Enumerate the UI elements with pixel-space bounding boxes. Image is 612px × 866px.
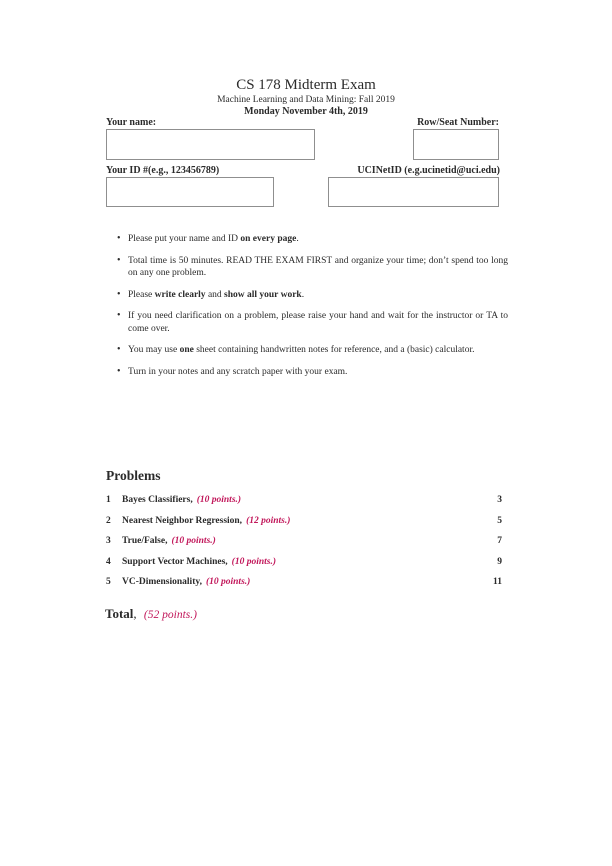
problem-title: Bayes Classifiers, [122,495,193,505]
instruction-text: If you need clarification on a problem, please raise your hand and wait for the instructor or TA to come over. [128,311,508,334]
student-id-label: Your ID #(e.g., 123456789) [106,165,220,176]
total-label: Total [105,606,134,621]
instruction-text: Please write clearly and show all your work. [128,289,305,300]
bullet-icon [117,310,128,335]
instruction-text: You may use one sheet containing handwritten notes for reference, and a (basic) calculator. [128,345,475,355]
student-id-field[interactable] [106,177,274,207]
problem-row [106,557,502,567]
problem-title: Nearest Neighbor Regression, [122,515,243,526]
instruction-text: Total time is 50 minutes. READ THE EXAM FIRST and organize your time; don’t spend too long on any one problem. [128,255,508,278]
exam-title: CS 178 Midterm Exam [236,77,376,93]
exam-header [0,77,612,117]
ucinetid-label: UCINetID (e.g.ucinetid@uci.edu) [357,165,500,176]
instruction-item [117,366,508,379]
instruction-item [117,289,508,302]
instruction-item [117,233,508,246]
problem-title: VC-Dimensionality, [122,577,202,587]
problem-number: 1 [106,495,111,505]
problem-number: 3 [106,536,111,546]
problem-page-number: 11 [493,577,502,587]
total-points: (52 points.) [143,609,197,621]
bullet-icon [117,255,128,280]
bullet-icon [117,344,128,357]
instruction-text: Please put your name and ID on every page. [128,234,299,244]
problem-points: (10 points.) [231,556,276,567]
row-seat-label: Row/Seat Number: [417,117,499,128]
problem-points: (10 points.) [205,577,251,587]
instruction-item [117,344,508,357]
problem-page-number: 3 [497,495,502,505]
bullet-icon [117,289,128,302]
instruction-item [117,310,508,335]
problem-page-number: 5 [497,515,502,526]
problems-heading: Problems [106,468,161,483]
exam-subtitle: Machine Learning and Data Mining: Fall 2019 [217,95,395,105]
name-field[interactable] [106,129,315,160]
problem-row [106,516,502,526]
bullet-icon [117,233,128,246]
problem-number: 5 [106,577,111,587]
problem-points: (12 points.) [246,515,291,526]
ucinetid-field[interactable] [328,177,499,207]
instruction-item [117,255,508,280]
problem-row [106,577,502,587]
instructions-list [117,233,508,387]
problem-title: True/False, [122,536,168,546]
problem-points: (10 points.) [196,495,242,505]
problem-title: Support Vector Machines, [122,556,228,567]
name-label: Your name: [106,117,157,128]
bullet-icon [117,366,128,379]
total-separator: , [133,606,137,621]
total-line [105,606,197,622]
problem-number: 4 [106,556,111,567]
problem-page-number: 7 [497,536,502,546]
problem-row [106,536,502,546]
row-seat-field[interactable] [413,129,499,160]
problem-points: (10 points.) [171,536,216,546]
instruction-text: Turn in your notes and any scratch paper with your exam. [128,366,348,377]
problem-page-number: 9 [497,556,502,567]
exam-date: Monday November 4th, 2019 [244,106,368,117]
problems-list [106,495,502,598]
problem-row [106,495,502,505]
problem-number: 2 [106,515,111,526]
